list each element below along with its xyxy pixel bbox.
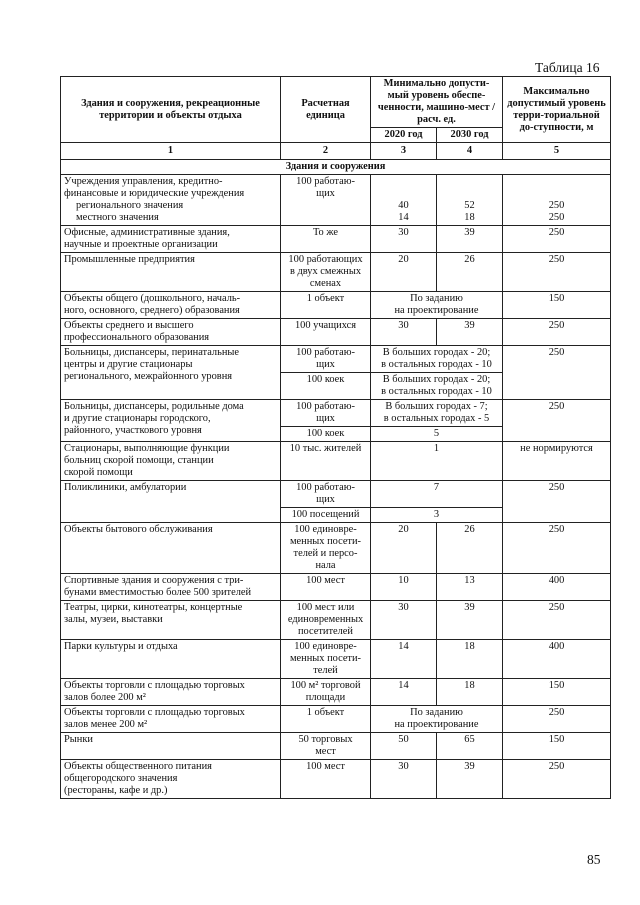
- value-2030: 39: [437, 226, 503, 253]
- header-min-level: Минимально допусти-мый уровень обеспе-ченности, машино-мест / расч. ед.: [371, 77, 503, 128]
- header-2030: 2030 год: [437, 128, 503, 143]
- merged-value: В больших городах - 20; в остальных городах - 10: [371, 373, 503, 400]
- value-max: 250: [503, 400, 611, 442]
- header-object: Здания и сооружения, рекреационные территории и объекты отдыха: [61, 77, 281, 143]
- unit-cell: 10 тыс. жителей: [281, 442, 371, 481]
- object-name: Стационары, выполняющие функции больниц скорой помощи, станции скорой помощи: [61, 442, 281, 481]
- object-name: Промышленные предприятия: [61, 253, 281, 292]
- unit-cell: 100 единовре- менных посети- телей и персо- нала: [281, 523, 371, 574]
- unit-cell: 100 работаю- щих: [281, 175, 371, 226]
- value-2020: 14: [371, 640, 437, 679]
- column-number-row: [61, 143, 611, 160]
- merged-value: По заданию на проектирование: [371, 706, 503, 733]
- table-row: [61, 442, 611, 481]
- table-row: [61, 319, 611, 346]
- unit-cell: 100 мест: [281, 574, 371, 601]
- section-row: [61, 160, 611, 175]
- value-2030: 39: [437, 601, 503, 640]
- merged-value: В больших городах - 7; в остальных городах - 5: [371, 400, 503, 427]
- merged-value: По заданию на проектирование: [371, 292, 503, 319]
- unit-cell: 100 посещений: [281, 508, 371, 523]
- col-num: 2: [281, 143, 371, 160]
- value-2030: 13: [437, 574, 503, 601]
- value-2020: 30: [371, 601, 437, 640]
- unit-cell: 100 м² торговой площади: [281, 679, 371, 706]
- unit-cell: 100 единовре- менных посети- телей: [281, 640, 371, 679]
- header-2020: 2020 год: [371, 128, 437, 143]
- unit-cell: 100 коек: [281, 373, 371, 400]
- value-2030: 26: [437, 523, 503, 574]
- value-max: 250: [503, 706, 611, 733]
- unit-cell: 100 мест: [281, 760, 371, 799]
- value-max: 250: [503, 253, 611, 292]
- value-2020: 14: [371, 679, 437, 706]
- norms-table: [60, 76, 611, 799]
- header-unit: Расчетная единица: [281, 77, 371, 143]
- value-2030: 52 18: [437, 175, 503, 226]
- value-2020: 10: [371, 574, 437, 601]
- object-name: Театры, цирки, кинотеатры, концертные залы, музеи, выставки: [61, 601, 281, 640]
- value-2030: 18: [437, 679, 503, 706]
- table-row: [61, 574, 611, 601]
- value-max: 150: [503, 733, 611, 760]
- value-2020: 30: [371, 319, 437, 346]
- section-title: Здания и сооружения: [61, 160, 611, 175]
- col-num: 3: [371, 143, 437, 160]
- col-num: 5: [503, 143, 611, 160]
- subrow-label: местного значения: [76, 212, 159, 223]
- col-num: 1: [61, 143, 281, 160]
- table-row: [61, 733, 611, 760]
- value-2030: 18: [437, 640, 503, 679]
- table-row: [61, 601, 611, 640]
- merged-value: 5: [371, 427, 503, 442]
- table-row: [61, 175, 611, 226]
- object-name: Рынки: [61, 733, 281, 760]
- unit-cell: 100 работаю- щих: [281, 400, 371, 427]
- value-2030: 65: [437, 733, 503, 760]
- table-caption: Таблица 16: [535, 60, 600, 75]
- object-name: Поликлиники, амбулатории: [61, 481, 281, 523]
- object-name: Объекты торговли с площадью торговых залов более 200 м²: [61, 679, 281, 706]
- value-2020: 50: [371, 733, 437, 760]
- value-2020: 40 14: [371, 175, 437, 226]
- value-max: 400: [503, 640, 611, 679]
- value-max: 250: [503, 523, 611, 574]
- table-row: [61, 226, 611, 253]
- header-max-distance: Максимально допустимый уровень терри-ториальной до-ступности, м: [503, 77, 611, 143]
- value-max: 400: [503, 574, 611, 601]
- unit-cell: То же: [281, 226, 371, 253]
- unit-cell: 1 объект: [281, 706, 371, 733]
- object-name: Учреждения управления, кредитно- финансовые и юридические учреждения регионального значения местного значения: [61, 175, 281, 226]
- value-2030: 39: [437, 760, 503, 799]
- value-max: 150: [503, 679, 611, 706]
- value-max: 150: [503, 292, 611, 319]
- unit-cell: 100 мест или единовременных посетителей: [281, 601, 371, 640]
- unit-cell: 100 коек: [281, 427, 371, 442]
- table-row: [61, 253, 611, 292]
- header-row: [61, 77, 611, 128]
- object-name: Объекты бытового обслуживания: [61, 523, 281, 574]
- value-max: 250: [503, 481, 611, 523]
- table-row: [61, 523, 611, 574]
- table-row: [61, 292, 611, 319]
- object-name: Объекты общественного питания общегородского значения (рестораны, кафе и др.): [61, 760, 281, 799]
- unit-cell: 50 торговых мест: [281, 733, 371, 760]
- value-max: 250: [503, 226, 611, 253]
- value-2020: 20: [371, 253, 437, 292]
- value-max: 250: [503, 601, 611, 640]
- table-row: [61, 400, 611, 427]
- object-name: Объекты среднего и высшего профессионального образования: [61, 319, 281, 346]
- table-row: [61, 760, 611, 799]
- value-max: 250: [503, 319, 611, 346]
- merged-value: 3: [371, 508, 503, 523]
- table-row: [61, 481, 611, 508]
- object-name: Спортивные здания и сооружения с три- бунами вместимостью более 500 зрителей: [61, 574, 281, 601]
- value-max: 250: [503, 346, 611, 400]
- value-2020: 20: [371, 523, 437, 574]
- table-row: [61, 679, 611, 706]
- col-num: 4: [437, 143, 503, 160]
- value-2020: 30: [371, 226, 437, 253]
- value-2030: 39: [437, 319, 503, 346]
- table-row: [61, 640, 611, 679]
- unit-cell: 100 работаю- щих: [281, 346, 371, 373]
- merged-value: В больших городах - 20; в остальных городах - 10: [371, 346, 503, 373]
- merged-value: 7: [371, 481, 503, 508]
- page-number: 85: [587, 852, 601, 867]
- object-name: Офисные, административные здания, научные и проектные организации: [61, 226, 281, 253]
- object-name: Объекты общего (дошкольного, началь- ного, основного, среднего) образования: [61, 292, 281, 319]
- table-row: [61, 706, 611, 733]
- unit-cell: 1 объект: [281, 292, 371, 319]
- object-name: Больницы, диспансеры, родильные дома и другие стационары городского, районного, участкового уровня: [61, 400, 281, 442]
- unit-cell: 100 учащихся: [281, 319, 371, 346]
- table-row: [61, 346, 611, 373]
- value-2030: 26: [437, 253, 503, 292]
- subrow-label: регионального значения: [76, 200, 184, 211]
- unit-cell: 100 работаю- щих: [281, 481, 371, 508]
- value-max: 250: [503, 760, 611, 799]
- object-name: Больницы, диспансеры, перинатальные центры и другие стационары регионального, межрайонного уровня: [61, 346, 281, 400]
- object-name: Парки культуры и отдыха: [61, 640, 281, 679]
- value-2020: 30: [371, 760, 437, 799]
- merged-value: 1: [371, 442, 503, 481]
- object-name: Объекты торговли с площадью торговых залов менее 200 м²: [61, 706, 281, 733]
- value-max: 250 250: [503, 175, 611, 226]
- unit-cell: 100 работающих в двух смежных сменах: [281, 253, 371, 292]
- value-max: не нормируются: [503, 442, 611, 481]
